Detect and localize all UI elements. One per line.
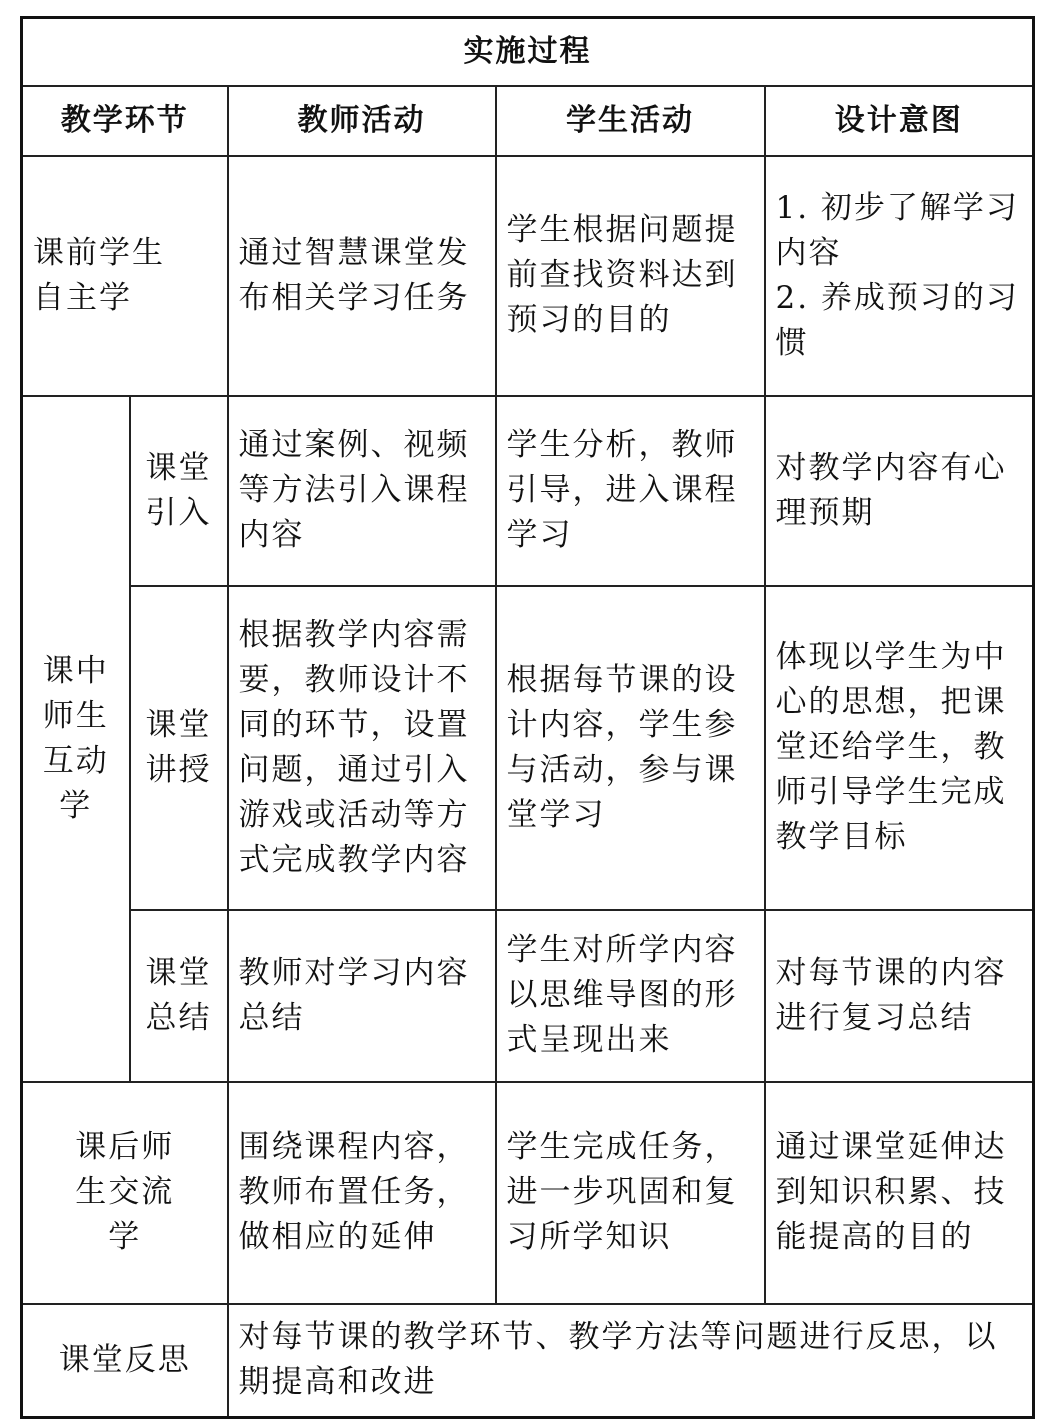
intro-teacher-activity: 通过案例、视频等方法引入课程内容: [228, 396, 496, 586]
pre-class-teacher-activity: 通过智慧课堂发布相关学习任务: [228, 156, 496, 396]
table-row: [22, 396, 1034, 586]
header-teacher-activity: 教师活动: [228, 86, 496, 156]
post-class-design-intent: 通过课堂延伸达到知识积累、技能提高的目的: [765, 1082, 1034, 1304]
header-student-activity: 学生活动: [496, 86, 765, 156]
table-row: [22, 1304, 1034, 1418]
stage-post-class: 课后师生交流学: [22, 1082, 228, 1304]
lesson-plan-page: [20, 16, 1032, 1416]
teaching-teacher-activity: 根据教学内容需要，教师设计不同的环节，设置问题，通过引入游戏或活动等方式完成教学内容: [228, 586, 496, 910]
header-design-intent: 设计意图: [765, 86, 1034, 156]
summary-design-intent: 对每节课的内容进行复习总结: [765, 910, 1034, 1082]
stage-pre-class: 课前学生自主学: [22, 156, 228, 396]
intent-item-1: 1. 初步了解学习内容: [775, 189, 1019, 271]
intent-item-2: 2. 养成预习的习惯: [775, 279, 1019, 361]
implementation-table: [20, 16, 1035, 1419]
teaching-design-intent: 体现以学生为中心的思想，把课堂还给学生，教师引导学生完成教学目标: [765, 586, 1034, 910]
table-title: 实施过程: [22, 18, 1034, 86]
substage-intro: 课堂引入: [130, 396, 228, 586]
pre-class-design-intent: [765, 156, 1034, 396]
post-class-teacher-activity: 围绕课程内容，教师布置任务，做相应的延伸: [228, 1082, 496, 1304]
substage-summary: 课堂总结: [130, 910, 228, 1082]
pre-class-student-activity: 学生根据问题提前查找资料达到预习的目的: [496, 156, 765, 396]
reflection-content: 对每节课的教学环节、教学方法等问题进行反思，以期提高和改进: [228, 1304, 1034, 1418]
table-row: [22, 156, 1034, 396]
table-row: [22, 910, 1034, 1082]
table-row: [22, 586, 1034, 910]
stage-reflection: 课堂反思: [22, 1304, 228, 1418]
stage-in-class: 课中师生互动学: [22, 396, 130, 1082]
intro-design-intent: 对教学内容有心理预期: [765, 396, 1034, 586]
substage-teaching: 课堂讲授: [130, 586, 228, 910]
post-class-student-activity: 学生完成任务，进一步巩固和复习所学知识: [496, 1082, 765, 1304]
intro-student-activity: 学生分析，教师引导，进入课程学习: [496, 396, 765, 586]
header-stage: 教学环节: [22, 86, 228, 156]
teaching-student-activity: 根据每节课的设计内容，学生参与活动，参与课堂学习: [496, 586, 765, 910]
summary-student-activity: 学生对所学内容以思维导图的形式呈现出来: [496, 910, 765, 1082]
summary-teacher-activity: 教师对学习内容总结: [228, 910, 496, 1082]
table-row: [22, 1082, 1034, 1304]
